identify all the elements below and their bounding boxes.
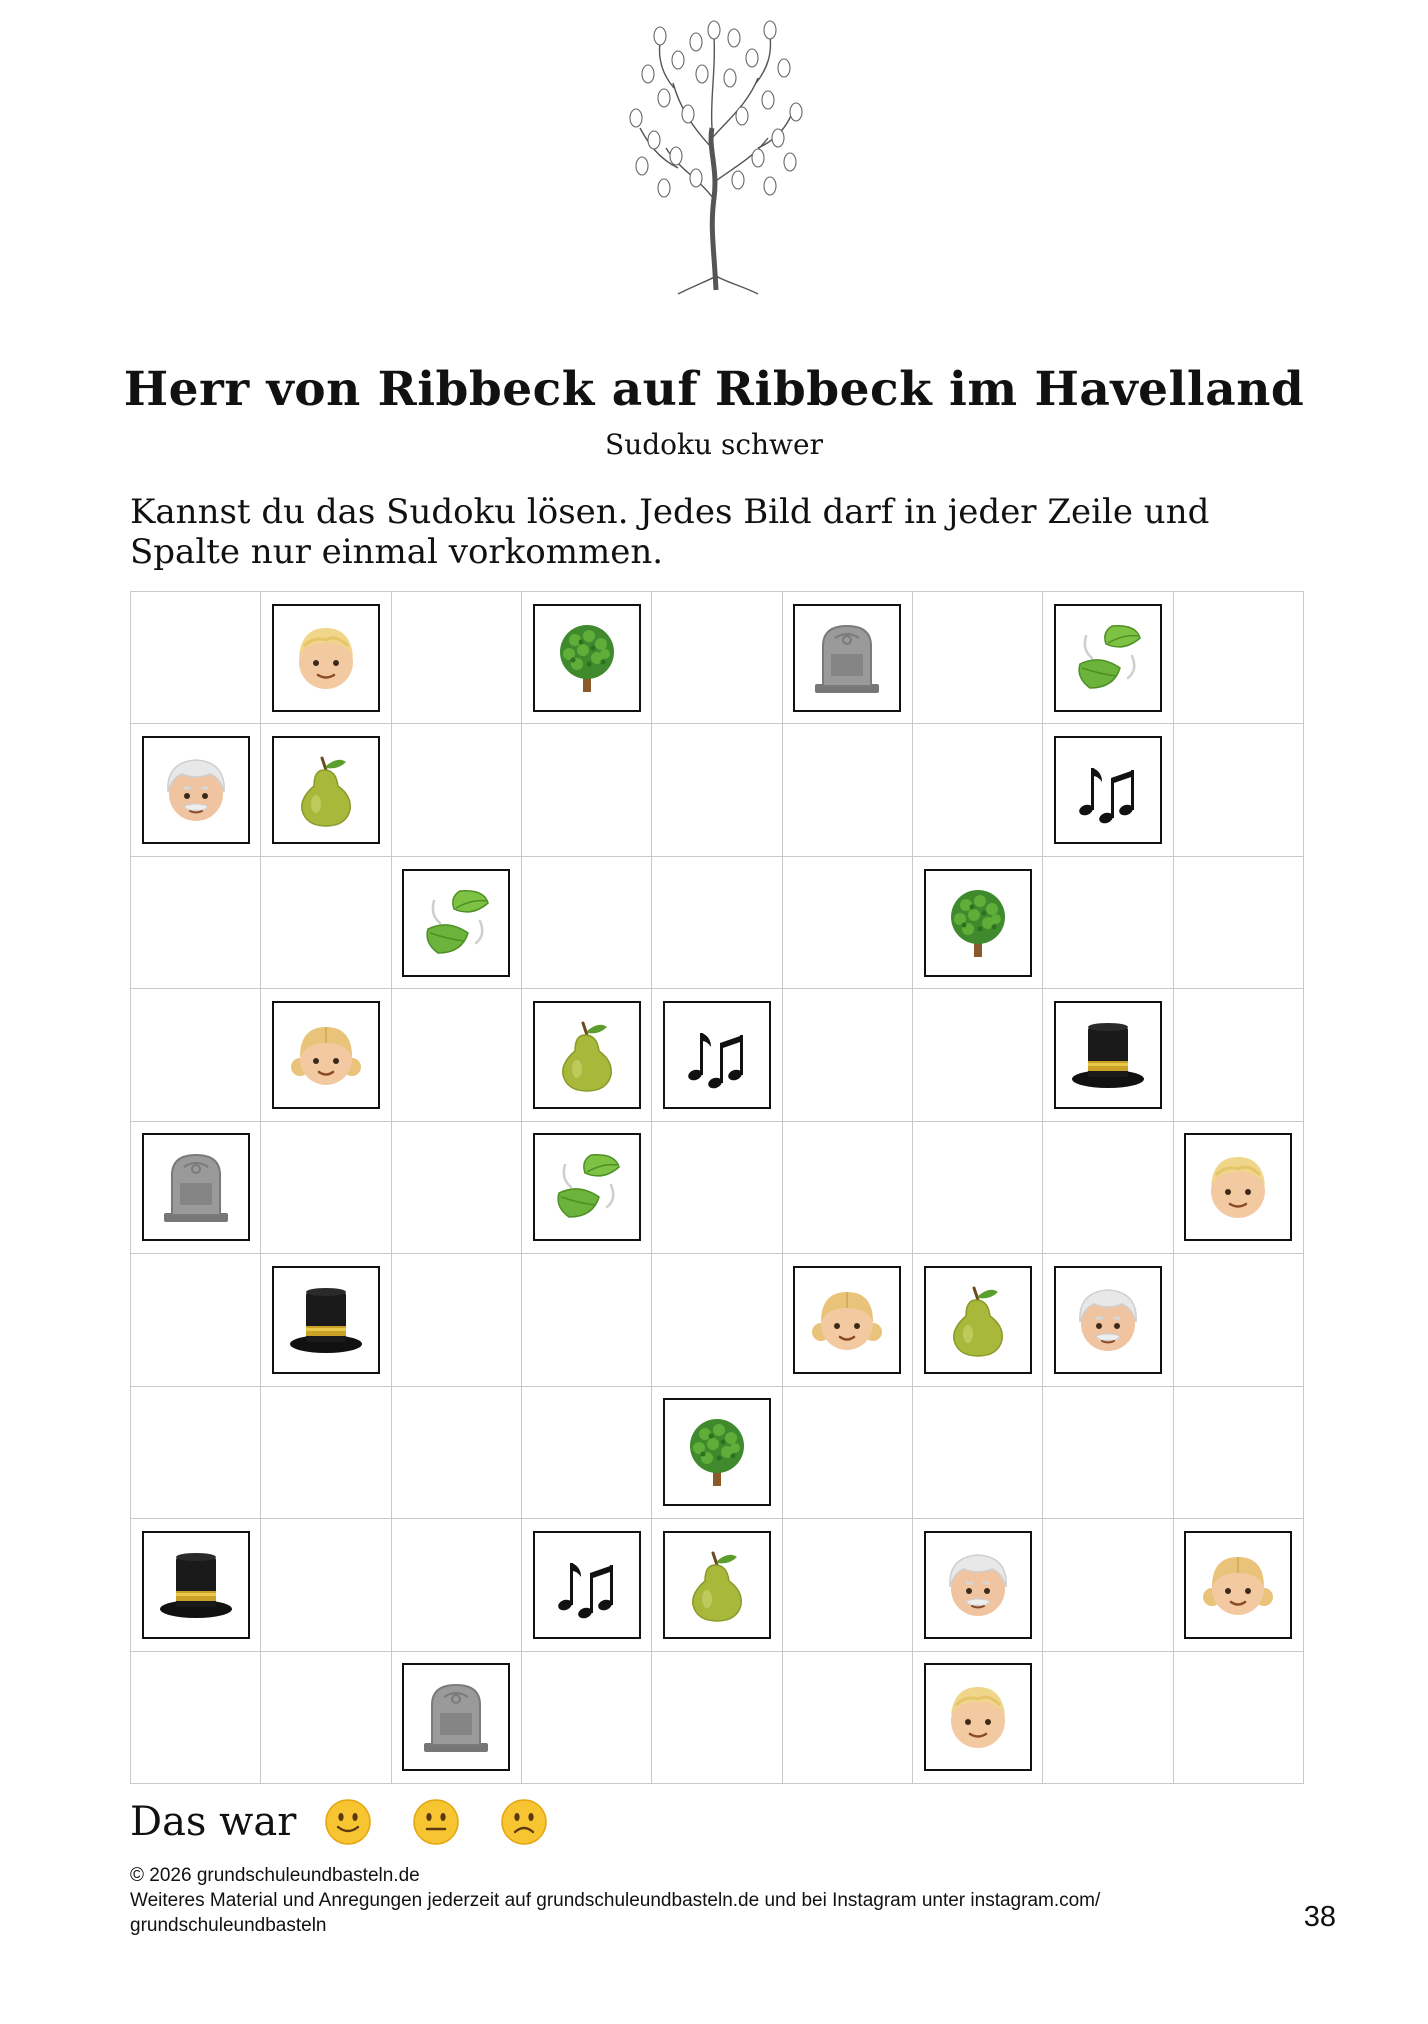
sudoku-cell[interactable] [522,1387,652,1519]
sudoku-cell [131,1519,261,1651]
sudoku-cell[interactable] [261,857,391,989]
page-title: Herr von Ribbeck auf Ribbeck im Havelland [123,362,1305,417]
sudoku-cell[interactable] [392,989,522,1121]
sudoku-cell[interactable] [783,857,913,989]
leaves-icon [545,1145,629,1229]
pear-icon [675,1543,759,1627]
sudoku-cell[interactable] [783,1387,913,1519]
sudoku-cell[interactable] [131,1652,261,1784]
sudoku-cell[interactable] [261,1122,391,1254]
sudoku-cell[interactable] [652,592,782,724]
sudoku-cell[interactable] [652,1122,782,1254]
given-symbol [793,604,901,712]
sudoku-cell[interactable] [1043,1519,1173,1651]
footer-copyright: © 2026 grundschuleundbasteln.de [130,1865,420,1886]
given-symbol [663,1398,771,1506]
given-symbol [924,869,1032,977]
sudoku-cell [522,989,652,1121]
boy-icon [936,1675,1020,1759]
sudoku-cell[interactable] [522,1652,652,1784]
sudoku-cell [1043,989,1173,1121]
top-hat-icon [154,1543,238,1627]
boy-icon [284,616,368,700]
given-symbol [924,1663,1032,1771]
self-rating [130,1798,588,1846]
old-man-icon [936,1543,1020,1627]
sudoku-cell[interactable] [913,724,1043,856]
sudoku-cell[interactable] [913,1387,1043,1519]
sudoku-cell[interactable] [913,592,1043,724]
pear-icon [936,1278,1020,1362]
given-symbol [1054,604,1162,712]
tree-icon [675,1410,759,1494]
page-number: 38 [1303,1901,1336,1933]
sudoku-cell [131,724,261,856]
sudoku-cell [1043,592,1173,724]
sudoku-cell [652,989,782,1121]
sudoku-cell[interactable] [913,1122,1043,1254]
given-symbol [142,1133,250,1241]
given-symbol [533,1133,641,1241]
sudoku-cell [652,1387,782,1519]
sudoku-cell[interactable] [261,1652,391,1784]
sudoku-cell[interactable] [1174,989,1304,1121]
sudoku-cell[interactable] [1043,857,1173,989]
given-symbol [924,1531,1032,1639]
sudoku-cell[interactable] [131,1254,261,1386]
sudoku-cell[interactable] [652,724,782,856]
sudoku-cell [913,1519,1043,1651]
sudoku-cell[interactable] [783,989,913,1121]
gravestone-icon [154,1145,238,1229]
sudoku-cell [392,1652,522,1784]
girl-icon [805,1278,889,1362]
given-symbol [663,1001,771,1109]
sudoku-cell [392,857,522,989]
sudoku-cell [131,1122,261,1254]
smiling-face-icon[interactable] [324,1798,372,1846]
sudoku-cell[interactable] [783,724,913,856]
given-symbol [533,1531,641,1639]
sudoku-cell[interactable] [261,1519,391,1651]
sudoku-cell[interactable] [131,592,261,724]
given-symbol [1054,736,1162,844]
sudoku-cell[interactable] [392,1519,522,1651]
sudoku-cell[interactable] [783,1519,913,1651]
sudoku-cell [522,1519,652,1651]
sudoku-cell [783,592,913,724]
sudoku-cell [522,1122,652,1254]
given-symbol [142,736,250,844]
pear-tree-illustration [618,8,814,300]
sudoku-cell[interactable] [913,989,1043,1121]
sudoku-cell[interactable] [652,1254,782,1386]
given-symbol [663,1531,771,1639]
sudoku-cell [1043,1254,1173,1386]
sudoku-grid [130,591,1304,1784]
girl-icon [284,1013,368,1097]
neutral-face-icon[interactable] [412,1798,460,1846]
old-man-icon [154,748,238,832]
sudoku-cell[interactable] [522,724,652,856]
sudoku-cell[interactable] [392,1254,522,1386]
pear-icon [545,1013,629,1097]
leaves-icon [1066,616,1150,700]
music-notes-icon [1066,748,1150,832]
tree-icon [936,881,1020,965]
girl-icon [1196,1543,1280,1627]
sudoku-cell[interactable] [1174,857,1304,989]
sudoku-cell[interactable] [783,1122,913,1254]
page-subtitle: Sudoku schwer [605,428,823,461]
sudoku-cell[interactable] [131,1387,261,1519]
top-hat-icon [284,1278,368,1362]
sudoku-cell [261,592,391,724]
given-symbol [533,604,641,712]
top-hat-icon [1066,1013,1150,1097]
sudoku-cell [1043,724,1173,856]
instructions-text: Kannst du das Sudoku lösen. Jedes Bild darf in jeder Zeile und Spalte nur einmal vorkommen. [130,492,1210,572]
given-symbol [793,1266,901,1374]
sudoku-cell[interactable] [261,1387,391,1519]
sudoku-cell [1174,1519,1304,1651]
given-symbol [142,1531,250,1639]
given-symbol [1184,1531,1292,1639]
sudoku-cell[interactable] [1174,592,1304,724]
sudoku-cell[interactable] [131,989,261,1121]
gravestone-icon [805,616,889,700]
sudoku-cell [913,1652,1043,1784]
footer-more-info: Weiteres Material und Anregungen jederzeit auf grundschuleundbasteln.de und bei Instagram unter instagram.com/ grundschuleundbasteln [130,1890,1101,1936]
sudoku-cell[interactable] [131,857,261,989]
sudoku-cell[interactable] [652,857,782,989]
tree-icon [545,616,629,700]
given-symbol [272,736,380,844]
rating-label: Das war [130,1799,297,1845]
sudoku-cell [1174,1122,1304,1254]
sudoku-cell[interactable] [652,1652,782,1784]
sudoku-cell[interactable] [1174,1652,1304,1784]
given-symbol [272,1266,380,1374]
sudoku-cell[interactable] [1174,724,1304,856]
sudoku-cell[interactable] [522,857,652,989]
sudoku-cell[interactable] [1174,1387,1304,1519]
sudoku-cell[interactable] [783,1652,913,1784]
old-man-icon [1066,1278,1150,1362]
sudoku-cell[interactable] [1043,1652,1173,1784]
sudoku-cell [261,724,391,856]
sudoku-cell [913,857,1043,989]
sudoku-cell [783,1254,913,1386]
footer [130,1863,1190,1938]
given-symbol [272,604,380,712]
sudoku-cell[interactable] [392,592,522,724]
sudoku-cell[interactable] [392,1122,522,1254]
sudoku-cell [522,592,652,724]
given-symbol [924,1266,1032,1374]
sudoku-cell [652,1519,782,1651]
given-symbol [533,1001,641,1109]
sudoku-cell [261,989,391,1121]
sudoku-cell[interactable] [392,1387,522,1519]
given-symbol [1054,1266,1162,1374]
given-symbol [402,869,510,977]
sudoku-cell[interactable] [1043,1122,1173,1254]
sudoku-cell[interactable] [1043,1387,1173,1519]
music-notes-icon [675,1013,759,1097]
sudoku-cell[interactable] [1174,1254,1304,1386]
gravestone-icon [414,1675,498,1759]
given-symbol [1054,1001,1162,1109]
pear-icon [284,748,368,832]
frowning-face-icon[interactable] [500,1798,548,1846]
sudoku-cell [261,1254,391,1386]
leaves-icon [414,881,498,965]
sudoku-cell [913,1254,1043,1386]
music-notes-icon [545,1543,629,1627]
sudoku-cell[interactable] [522,1254,652,1386]
boy-icon [1196,1145,1280,1229]
sudoku-cell[interactable] [392,724,522,856]
given-symbol [1184,1133,1292,1241]
given-symbol [272,1001,380,1109]
given-symbol [402,1663,510,1771]
